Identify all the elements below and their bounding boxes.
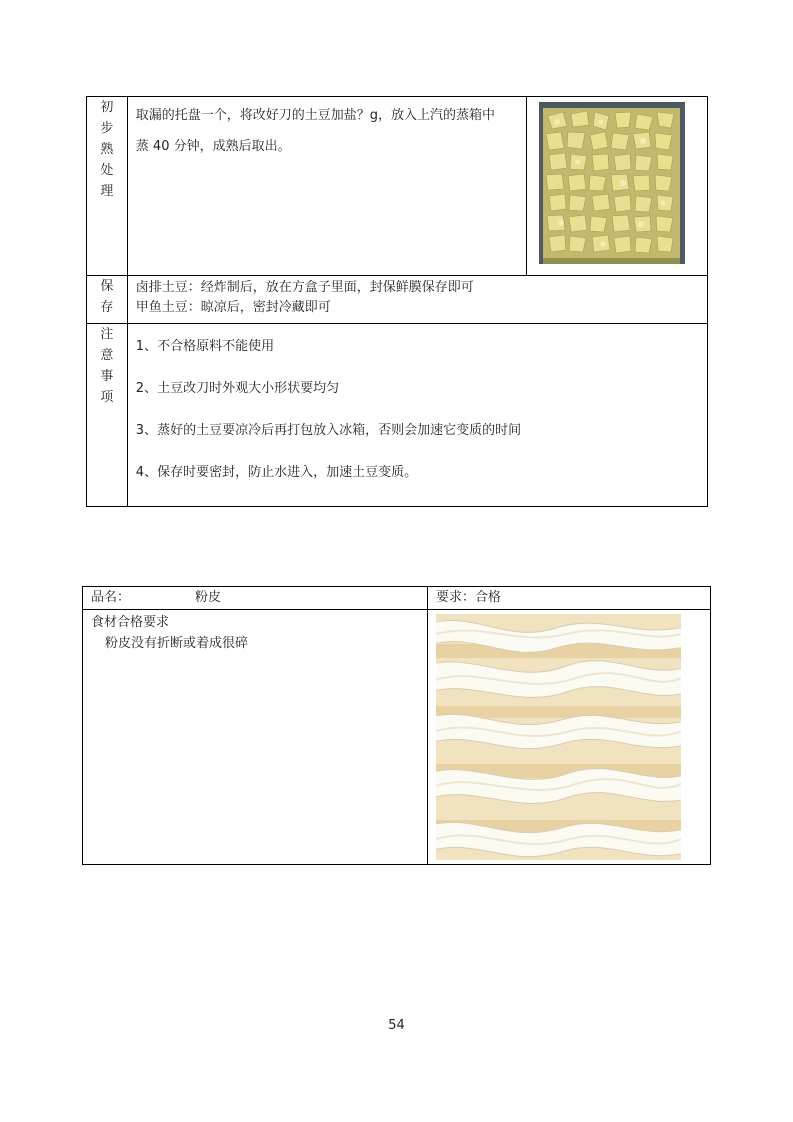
quality-text: 粉皮没有折断或着成很碎 bbox=[105, 636, 249, 651]
process-label bbox=[87, 97, 128, 276]
storage-row bbox=[87, 276, 708, 324]
notes-label-char: 注 bbox=[100, 327, 114, 342]
noodle-image-cell bbox=[428, 610, 711, 865]
product-label: 品名： bbox=[91, 590, 131, 605]
storage-line-2: 甲鱼土豆：晾凉后，密封冷藏即可 bbox=[135, 300, 331, 315]
process-row bbox=[87, 97, 708, 276]
page-number: 54 bbox=[388, 1018, 405, 1033]
note-item: 1、不合格原料不能使用 bbox=[135, 339, 275, 354]
notes-text bbox=[127, 324, 707, 507]
ingredient-table bbox=[82, 586, 711, 865]
requirement-cell bbox=[428, 587, 711, 610]
storage-label-char: 保 bbox=[100, 279, 114, 294]
storage-line-1: 卤排土豆：经炸制后，放在方盒子里面，封保鲜膜保存即可 bbox=[135, 280, 474, 295]
notes-row bbox=[87, 324, 708, 507]
notes-label-char: 项 bbox=[100, 390, 114, 405]
notes-label-char: 意 bbox=[100, 348, 114, 363]
notes-label-char: 事 bbox=[100, 369, 114, 384]
process-label-char: 熟 bbox=[100, 142, 114, 157]
process-label-char: 处 bbox=[100, 163, 114, 178]
product-name-cell bbox=[83, 587, 428, 610]
process-label-char: 初 bbox=[100, 100, 114, 115]
requirement-text: 要求：合格 bbox=[436, 590, 502, 605]
quality-title: 食材合格要求 bbox=[91, 615, 170, 630]
steamed-potato-tray-image bbox=[539, 102, 685, 264]
note-item: 4、保存时要密封，防止水进入，加速土豆变质。 bbox=[135, 465, 418, 480]
quality-cell bbox=[83, 610, 428, 865]
ingredient-body-row bbox=[83, 610, 711, 865]
storage-label-char: 存 bbox=[100, 300, 114, 315]
process-line-1: 取漏的托盘一个，将改好刀的土豆加盐？g，放入上汽的蒸箱中 bbox=[135, 108, 496, 123]
ingredient-header-row bbox=[83, 587, 711, 610]
storage-text bbox=[127, 276, 707, 324]
prep-table bbox=[86, 96, 708, 507]
note-item: 2、土豆改刀时外观大小形状要均匀 bbox=[135, 381, 340, 396]
vermicelli-sheets-image bbox=[436, 614, 681, 860]
process-text bbox=[127, 97, 526, 276]
process-image-cell bbox=[527, 97, 708, 276]
process-line-2: 蒸 40 分钟，成熟后取出。 bbox=[135, 139, 291, 154]
product-name: 粉皮 bbox=[195, 590, 222, 605]
storage-label bbox=[87, 276, 128, 324]
note-item: 3、蒸好的土豆要凉冷后再打包放入冰箱，否则会加速它变质的时间 bbox=[135, 423, 522, 438]
process-label-char: 步 bbox=[100, 121, 114, 136]
notes-label bbox=[87, 324, 128, 507]
process-label-char: 理 bbox=[100, 184, 114, 199]
